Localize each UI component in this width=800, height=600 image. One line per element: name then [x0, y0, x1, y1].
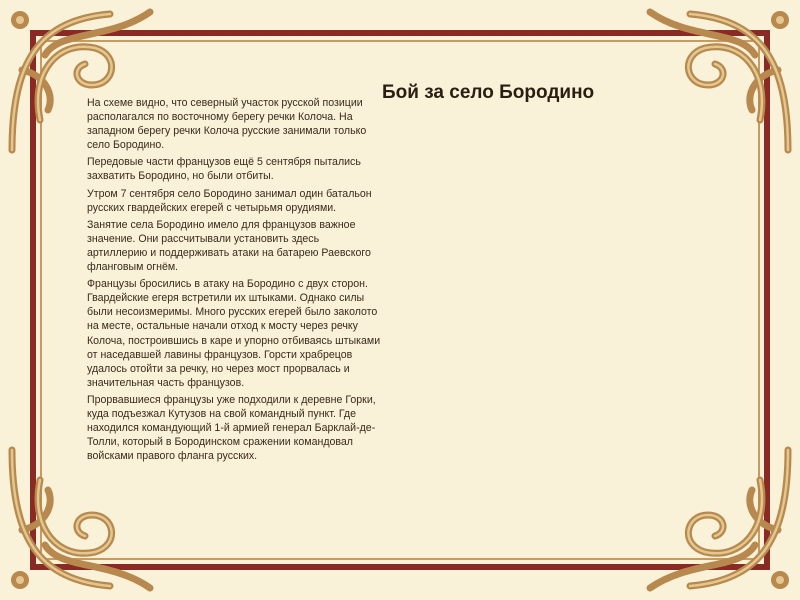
paragraph: Французы бросились в атаку на Бородино с двух сторон. Гвардейские егеря встретили их штыками. Однако силы были несоизмеримы. Много русских егерей было заколото на месте, остальные начали отход к мосту через речку Колоча, построившись в каре и упорно отбиваясь штыками от наседавшей лавины французов. Горсти храбрецов удалось отойти за речку, но через мост прорвалась и значительная часть французов.	[87, 278, 381, 389]
paragraph: Утром 7 сентября село Бородино занимал один батальон русских гвардейских егерей с четырьмя орудиями.	[87, 187, 372, 214]
paragraph: На схеме видно, что северный участок русской позиции располагался по восточному берегу речки Колоча. На западном берегу речки Колоча русские занимали только село Бородино.	[87, 97, 367, 152]
paragraph: Прорвавшиеся французы уже подходили к деревне Горки, куда подъезжал Кутузов на свой командный пункт. Где находился командующий 1-й армией генерал Барклай-де-Толли, который в Бородинском сражении командовал войсками правого фланга русских.	[87, 393, 376, 463]
slide-title: Бой за село Бородино	[382, 82, 595, 103]
body-text	[87, 96, 382, 466]
paragraph: Занятие села Бородино имело для французов важное значение. Они рассчитывали установить здесь артиллерию и поддерживать атаки на батарею Раевского фланговым огнём.	[87, 218, 371, 274]
paragraph: Передовые части французов ещё 5 сентября пытались захватить Бородино, но были отбиты.	[87, 156, 361, 183]
corner-ornament-top-right-icon	[630, 0, 800, 170]
corner-ornament-bottom-right-icon	[630, 430, 800, 600]
